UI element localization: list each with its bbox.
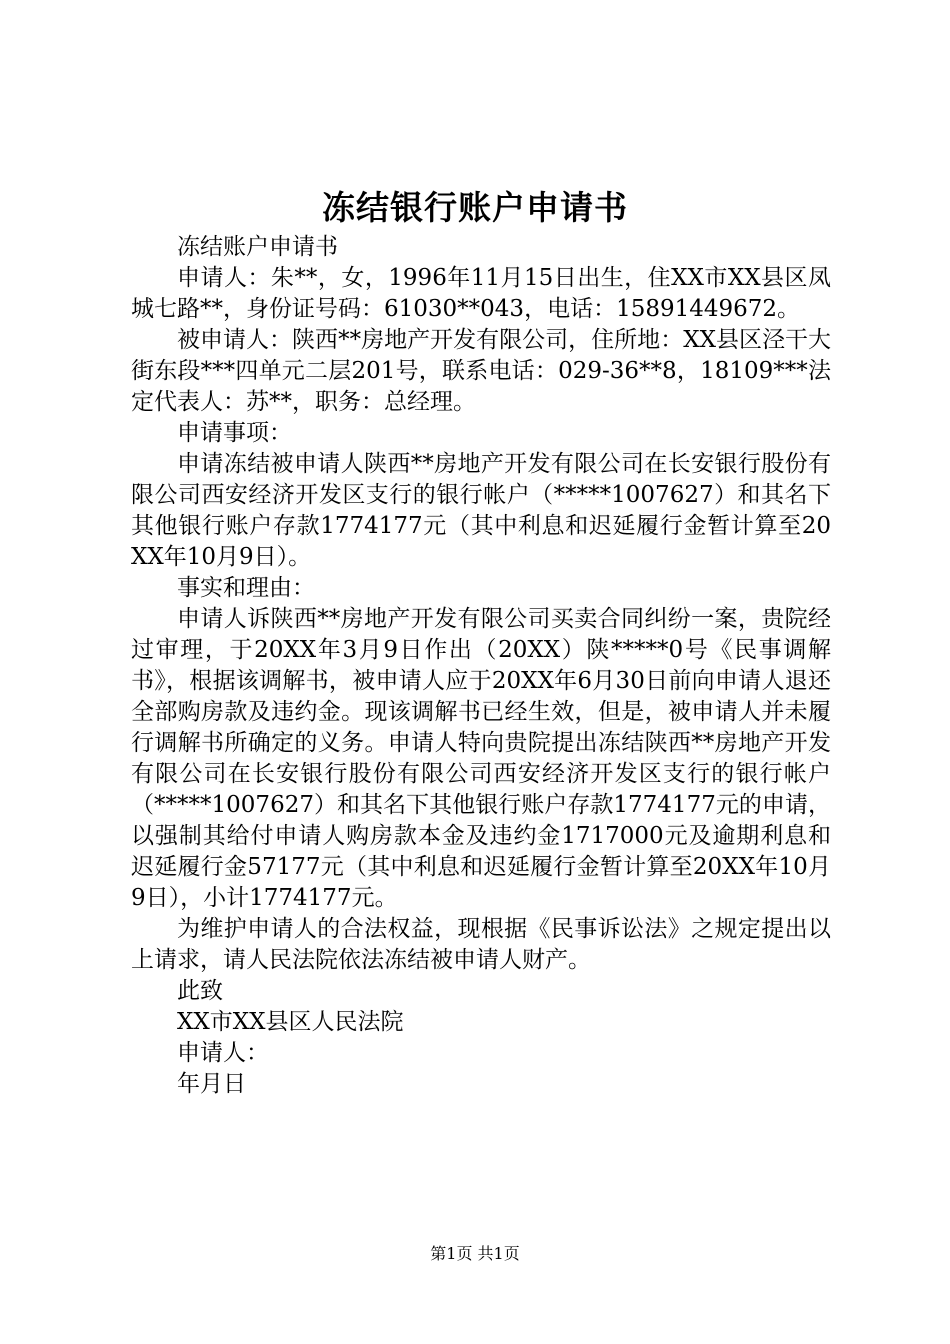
matters-paragraph: 申请冻结被申请人陕西**房地产开发有限公司在长安银行股份有限公司西安经济开发区支行的银行帐户（*****1007627）和其名下其他银行账户存款1774177元（其中利息和迟延履行金暂计算至20XX年10月9日）。 [131,451,831,570]
document-title: 冻结银行账户申请书 [322,188,628,227]
respondent-paragraph: 被申请人：陕西**房地产开发有限公司，住所地：XX县区泾干大街东段***四单元二层201号，联系电话：029-36**8，18109***法定代表人：苏**，职务：总经理。 [131,327,831,415]
facts-paragraph: 申请人诉陕西**房地产开发有限公司买卖合同纠纷一案，贵院经过审理，于20XX年3月9日作出（20XX）陕*****0号《民事调解书》，根据该调解书，被申请人应于20XX年6月30日前向申请人退还全部购房款及违约金。现该调解书已经生效，但是，被申请人并未履行调解书所确定的义务。申请人特向贵院提出冻结陕西**房地产开发有限公司在长安银行股份有限公司西安经济开发区支行的银行帐户（*****1007627）和其名下其他银行账户存款1774177元的申请，以强制其给付申请人购房款本金及违约金1717000元及逾期利息和迟延履行金57177元（其中利息和迟延履行金暂计算至20XX年10月9日），小计1774177元。 [131,606,831,911]
salutation: 此致 [177,978,223,1004]
subtitle: 冻结账户申请书 [177,234,338,260]
page-footer: 第1页 共1页 [430,1244,520,1263]
matters-heading: 申请事项： [177,420,292,446]
facts-heading: 事实和理由： [177,575,315,601]
signature-line: 申请人： [177,1040,269,1066]
date-line: 年月日 [177,1071,246,1097]
applicant-paragraph: 申请人：朱**，女，1996年11月15日出生，住XX市XX县区凤城七路**，身份证号码：61030**043，电话：15891449672。 [131,265,831,322]
court-name: XX市XX县区人民法院 [177,1009,404,1035]
request-paragraph: 为维护申请人的合法权益，现根据《民事诉讼法》之规定提出以上请求，请人民法院依法冻结被申请人财产。 [131,916,831,973]
document-body [131,232,831,1100]
